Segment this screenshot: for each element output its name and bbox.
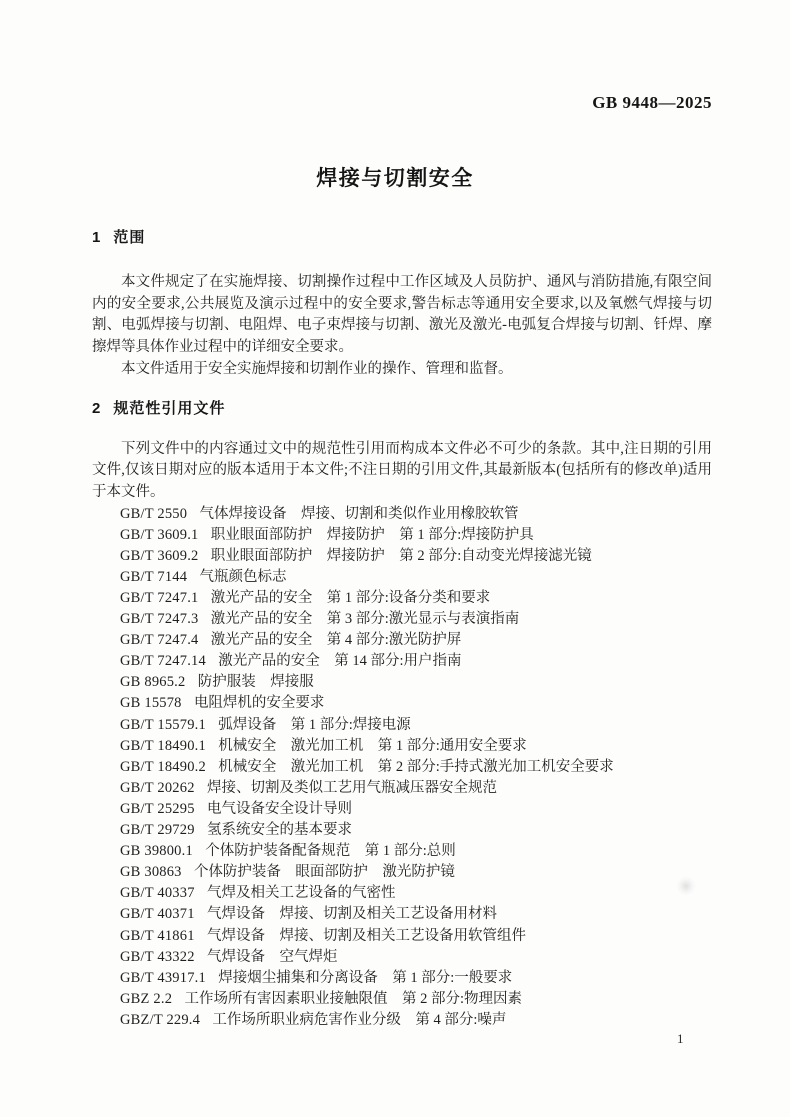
reference-title: 个体防护装备配备规范 第 1 部分:总则 [205, 843, 456, 860]
reference-item [120, 947, 712, 968]
reference-title: 职业眼面部防护 焊接防护 第 1 部分:焊接防护具 [210, 526, 534, 543]
reference-code: GB/T 40371 [120, 906, 195, 923]
reference-item [120, 926, 712, 947]
reference-code: GB/T 2550 [120, 505, 188, 522]
reference-code: GB/T 7247.4 [120, 632, 199, 649]
reference-title: 工作场所职业病危害作业分级 第 4 部分:噪声 [212, 1011, 507, 1028]
reference-title: 机械安全 激光加工机 第 2 部分:手持式激光加工机安全要求 [218, 758, 614, 775]
reference-code: GB/T 41861 [120, 927, 195, 944]
section-number: 2 [92, 399, 101, 417]
reference-item [120, 693, 712, 714]
reference-title: 机械安全 激光加工机 第 1 部分:通用安全要求 [218, 737, 527, 754]
reference-code: GBZ/T 229.4 [120, 1011, 201, 1028]
reference-item [120, 525, 712, 546]
reference-title: 气体焊接设备 焊接、切割和类似作业用橡胶软管 [199, 505, 519, 522]
section-heading-scope [92, 227, 712, 248]
reference-item [120, 904, 712, 925]
standard-code: GB 9448—2025 [592, 93, 712, 112]
reference-code: GB/T 7247.3 [120, 611, 199, 628]
document-body [92, 227, 712, 1031]
reference-code: GB/T 43322 [120, 948, 195, 965]
reference-code: GB 30863 [120, 864, 182, 881]
section-label: 范围 [113, 229, 146, 246]
scope-paragraph-1: 本文件规定了在实施焊接、切割操作过程中工作区域及人员防护、通风与消防措施,有限空间内的安全要求,公共展览及演示过程中的安全要求,警告标志等通用安全要求,以及氧燃气焊接与切割、电弧焊接与切割、电阻焊、电子束焊接与切割、激光及激光-电弧复合焊接与切割、钎焊、摩擦焊等具体作业过程中的详细安全要求。 [92, 274, 712, 356]
reference-title: 弧焊设备 第 1 部分:焊接电源 [218, 716, 411, 733]
reference-code: GB/T 18490.1 [120, 737, 206, 754]
section-number: 1 [92, 229, 101, 246]
reference-code: GB 15578 [120, 695, 182, 712]
reference-title: 气焊及相关工艺设备的气密性 [206, 885, 396, 902]
reference-item [120, 989, 712, 1010]
reference-code: GB/T 25295 [120, 800, 195, 817]
reference-item [120, 820, 712, 841]
reference-code: GB/T 18490.2 [120, 758, 206, 775]
reference-title: 气瓶颜色标志 [199, 568, 287, 585]
reference-code: GBZ 2.2 [120, 990, 173, 1007]
reference-code: GB/T 20262 [120, 779, 195, 796]
reference-list [92, 504, 712, 1031]
reference-item [120, 757, 712, 778]
reference-item [120, 546, 712, 567]
reference-code: GB/T 43917.1 [120, 969, 206, 986]
reference-code: GB/T 7144 [120, 568, 188, 585]
reference-item [120, 567, 712, 588]
reference-item [120, 630, 712, 651]
reference-item [120, 715, 712, 736]
reference-title: 个体防护装备 眼面部防护 激光防护镜 [193, 864, 455, 881]
references-intro-paragraph: 下列文件中的内容通过文中的规范性引用而构成本文件必不可少的条款。其中,注日期的引用文件,仅该日期对应的版本适用于本文件;不注日期的引用文件,其最新版本(包括所有的修改单)适用于本文件。 [92, 440, 712, 500]
reference-title: 电阻焊机的安全要求 [193, 695, 325, 712]
reference-code: GB 8965.2 [120, 674, 186, 691]
reference-title: 防护服装 焊接服 [197, 674, 314, 691]
reference-title: 激光产品的安全 第 1 部分:设备分类和要求 [210, 590, 491, 606]
reference-title: 氢系统安全的基本要求 [206, 822, 352, 839]
reference-code: GB/T 3609.1 [120, 526, 199, 543]
reference-title: 职业眼面部防护 焊接防护 第 2 部分:自动变光焊接滤光镜 [210, 547, 592, 564]
reference-code: GB/T 3609.2 [120, 547, 199, 564]
reference-title: 激光产品的安全 第 14 部分:用户指南 [218, 653, 462, 670]
reference-item [120, 736, 712, 757]
reference-title: 激光产品的安全 第 3 部分:激光显示与表演指南 [210, 611, 520, 628]
reference-item [120, 799, 712, 820]
reference-item [120, 778, 712, 799]
reference-code: GB/T 29729 [120, 822, 195, 839]
page-number: 1 [677, 1031, 684, 1046]
reference-title: 焊接烟尘捕集和分离设备 第 1 部分:一般要求 [218, 969, 513, 986]
reference-item [120, 1010, 712, 1031]
reference-item [120, 609, 712, 630]
reference-item [120, 841, 712, 862]
reference-title: 电气设备安全设计导则 [206, 800, 352, 817]
reference-item [120, 504, 712, 525]
reference-item [120, 968, 712, 989]
document-title: 焊接与切割安全 [316, 167, 474, 190]
reference-code: GB/T 15579.1 [120, 716, 206, 733]
reference-item [120, 672, 712, 693]
reference-title: 激光产品的安全 第 4 部分:激光防护屏 [210, 632, 462, 649]
section-label: 规范性引用文件 [113, 399, 226, 417]
reference-item [120, 651, 712, 672]
reference-code: GB 39800.1 [120, 843, 193, 860]
reference-code: GB/T 7247.1 [120, 590, 199, 606]
reference-item [120, 588, 712, 609]
reference-title: 气焊设备 空气焊炬 [206, 948, 338, 965]
reference-code: GB/T 7247.14 [120, 653, 206, 670]
reference-item [120, 862, 712, 883]
reference-title: 气焊设备 焊接、切割及相关工艺设备用软管组件 [206, 927, 526, 944]
reference-item [120, 883, 712, 904]
reference-title: 焊接、切割及类似工艺用气瓶减压器安全规范 [206, 779, 497, 796]
scope-paragraph-2: 本文件适用于安全实施焊接和切割作业的操作、管理和监督。 [121, 360, 513, 377]
reference-title: 工作场所有害因素职业接触限值 第 2 部分:物理因素 [184, 990, 522, 1007]
section-heading-references [92, 398, 712, 419]
reference-title: 气焊设备 焊接、切割及相关工艺设备用材料 [206, 906, 497, 923]
reference-code: GB/T 40337 [120, 885, 195, 902]
